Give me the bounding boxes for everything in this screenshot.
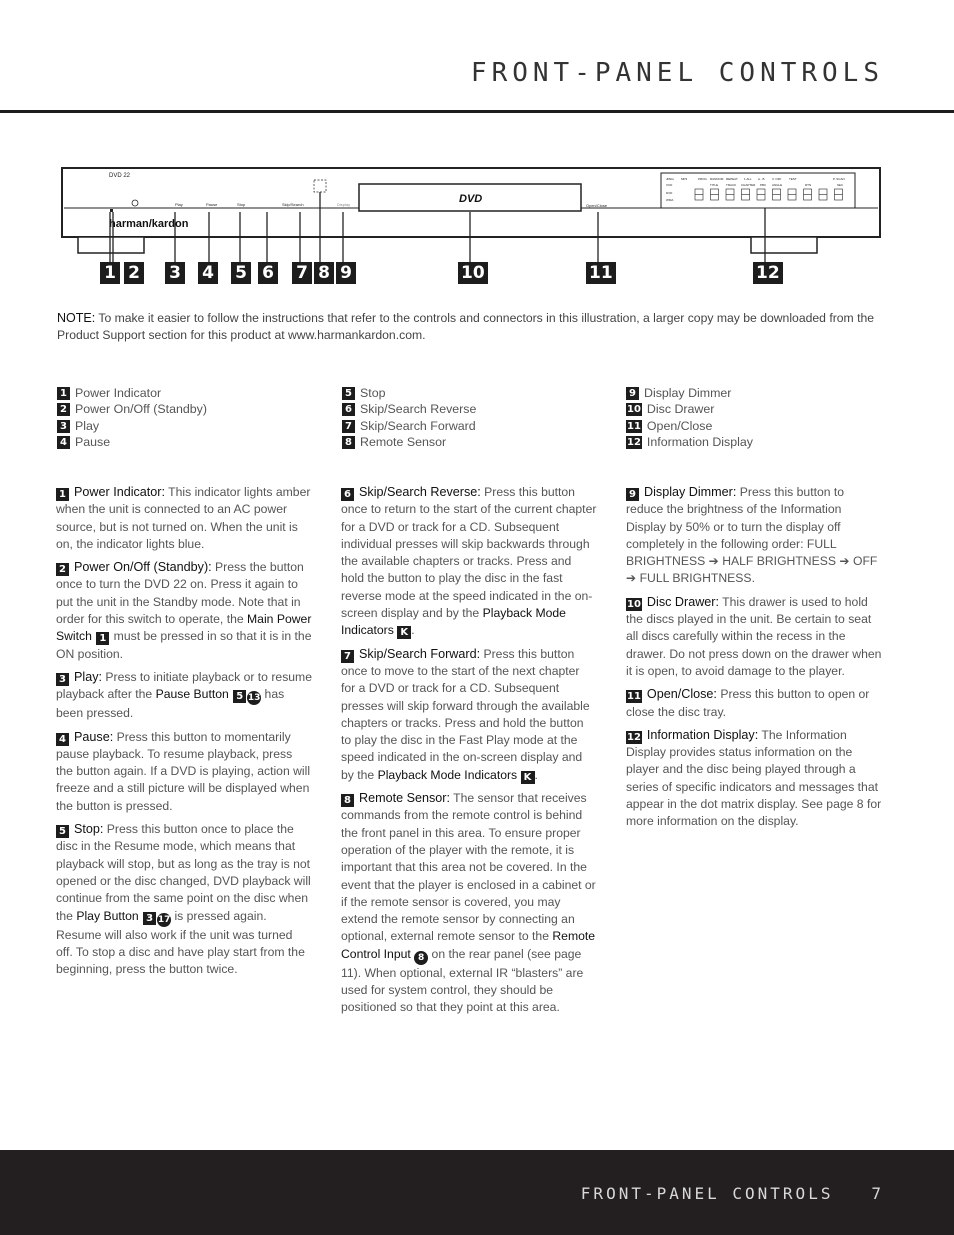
description-skip-forward: 7 Skip/Search Forward: Press this button once to move to the start of the next chapter for a DVD or track for a CD. Subsequent presses will skip forward through the available chapters or tracks. Press and hold the button to play the disc in the Fast Play mode at the speed indicated in the on-screen display and by the Playback Mode Indicators K .: [341, 646, 590, 783]
legend-label: Information Display: [646, 435, 753, 450]
svg-text:A - B: A - B: [758, 177, 765, 181]
svg-text:TRACK: TRACK: [726, 183, 737, 187]
pause-label: Pause: [206, 202, 218, 207]
legend-number: 8: [342, 436, 355, 449]
cross-reference: Main Power Switch: [56, 612, 312, 644]
legend-item: [626, 434, 886, 450]
callout-7: 7: [292, 262, 312, 284]
note-label: NOTE:: [57, 311, 96, 325]
svg-text:SEC: SEC: [837, 183, 844, 187]
svg-text:ANGLE: ANGLE: [772, 183, 783, 187]
footer-section-title: FRONT-PANEL CONTROLS: [580, 1184, 834, 1203]
description-open-close: [626, 686, 882, 721]
callout-12: 12: [753, 262, 783, 284]
callout-3: 3: [165, 262, 185, 284]
title-rule: [0, 110, 954, 113]
item-number: 10: [627, 598, 641, 610]
svg-text:VCD: VCD: [666, 183, 673, 187]
description-column-1: [56, 484, 312, 984]
item-number: 2: [56, 563, 69, 576]
reference-letter: K: [521, 771, 535, 784]
svg-text:1 ALL: 1 ALL: [744, 177, 752, 181]
item-term: Play:: [74, 669, 102, 684]
remote-reference-number: 17: [157, 914, 171, 925]
item-number: 5: [56, 825, 69, 838]
description-information-display: [626, 727, 882, 831]
item-term: Power Indicator:: [74, 485, 165, 499]
legend-item: [57, 418, 317, 434]
legend-number: 5: [342, 387, 355, 400]
open-close-label: Open/Close: [586, 203, 608, 208]
reference-number: 5: [233, 690, 246, 703]
callout-6: 6: [258, 262, 278, 284]
legend-label: Display Dimmer: [644, 386, 732, 400]
svg-text:CHAPTER: CHAPTER: [741, 183, 756, 187]
callout-11: 11: [586, 262, 616, 284]
brand-logo: harman/kardon: [109, 218, 189, 230]
item-term: Pause:: [74, 729, 114, 744]
reference-letter: K: [397, 626, 411, 639]
description-power-indicator: [56, 484, 312, 553]
legend-label: Disc Drawer: [646, 402, 715, 417]
legend-label: Pause: [75, 435, 111, 450]
page-number: 7: [871, 1184, 884, 1203]
svg-text:PBC: PBC: [760, 183, 767, 187]
callout-4: 4: [198, 262, 218, 284]
remote-reference-number: 13: [247, 693, 261, 704]
description-skip-reverse: 6 Skip/Search Reverse: Press this button once to return to the start of the current chapter for a DVD or track for a CD. Subsequent individual presses will skip backwards through the available chapters or tracks. Press and hold the button to play the disc in the fast reverse mode at the speed indicated in the on-screen display and by the Playback Mode Indicators K .: [341, 485, 597, 639]
item-number: 1: [56, 488, 69, 501]
legend-item: [342, 418, 602, 434]
item-number: 9: [626, 488, 639, 501]
legend-number: 9: [626, 387, 639, 400]
page-footer: [0, 1150, 954, 1235]
legend-label: Remote Sensor: [360, 435, 447, 450]
legend-column-1: [57, 385, 317, 451]
legend-number: 7: [342, 420, 355, 433]
download-note: [57, 310, 877, 344]
legend-item: [57, 434, 317, 450]
legend-label: Skip/Search Reverse: [360, 402, 477, 417]
callout-5: 5: [231, 262, 251, 284]
svg-text:DVD: DVD: [666, 191, 673, 195]
legend-column-2: [342, 385, 602, 451]
item-number: 4: [56, 733, 69, 746]
legend-number: 6: [342, 403, 355, 416]
skip-search-label: Skip/Search: [282, 202, 304, 207]
legend-item: [342, 385, 602, 401]
item-text: This drawer is used to hold the discs played in the unit. Be certain to seat all discs carefully within the recess in the drawer. Do not press down on the drawer when it is open, to avoid damage to the player.: [626, 594, 882, 678]
stop-label: Stop: [237, 202, 246, 207]
item-term: Power On/Off (Standby):: [74, 560, 212, 575]
legend-label: Skip/Search Forward: [360, 418, 476, 433]
callout-2: 2: [124, 262, 144, 284]
item-text: Press this button to reduce the brightness of the Information Display by 50% or to turn the display off completely in the following order: FULL BRIGHTNESS ➔ HALF BRIGHTNESS ➔ OFF ➔ FULL BRIGHTNESS.: [626, 485, 878, 586]
item-text: Press this button to open or close the disc tray.: [626, 687, 870, 719]
legend-item: [626, 385, 886, 401]
legend-number: 11: [627, 420, 641, 432]
legend-item: [626, 401, 886, 417]
svg-text:MP3: MP3: [681, 177, 688, 181]
item-number: 3: [56, 673, 69, 686]
svg-text:V. OFF: V. OFF: [772, 177, 782, 181]
item-term: Skip/Search Reverse:: [359, 485, 481, 499]
cross-reference: Playback Mode Indicators: [377, 767, 518, 782]
cross-reference: Playback Mode Indicators: [341, 606, 566, 638]
legend-number: 12: [627, 436, 641, 448]
dvd-logo: DVD: [459, 193, 483, 205]
callout-9: 9: [336, 262, 356, 284]
cross-reference: Pause Button: [155, 687, 229, 702]
description-stop: 5 Stop: Press this button once to place the disc in the Resume mode, which means that playback will stop, but as long as the tray is not opened or the disc changed, DVD playback will continue from the same point on the disc when the Play Button 3 17 is pressed again. Resume will also work if the unit was turned off. To stop a disc and have play start from the beginning, press the button twice.: [56, 822, 311, 977]
item-number: 12: [627, 731, 641, 743]
svg-text:RANDOM: RANDOM: [710, 177, 724, 181]
legend-number: 10: [627, 404, 641, 416]
legend-item: [57, 385, 317, 401]
item-term: Open/Close:: [646, 687, 717, 702]
legend-label: Power Indicator: [75, 386, 162, 400]
callout-8: 8: [314, 262, 334, 284]
item-term: Display Dimmer:: [644, 485, 737, 499]
callout-1: 1: [100, 262, 120, 284]
item-term: Stop:: [74, 822, 104, 837]
description-column-2: [341, 484, 597, 1023]
legend-item: [342, 434, 602, 450]
svg-text:PROG: PROG: [698, 177, 707, 181]
footer-running-head: [581, 1184, 884, 1203]
legend-item: [342, 401, 602, 417]
item-number: 7: [341, 650, 354, 663]
item-term: Skip/Search Forward:: [359, 646, 481, 661]
legend-label: Open/Close: [646, 418, 713, 433]
item-term: Remote Sensor:: [359, 791, 450, 806]
description-column-3: [626, 484, 882, 837]
item-text: This indicator lights amber when the unit is connected to an AC power source, but is not turned on. When the unit is on, the indicator lights blue.: [56, 485, 311, 551]
power-indicator: [110, 209, 113, 212]
svg-text:P. SCAN: P. SCAN: [833, 177, 845, 181]
legend-label: Power On/Off (Standby): [75, 402, 207, 417]
item-number: 6: [341, 488, 354, 501]
rear-panel-reference-number: 8: [414, 951, 428, 965]
legend-number: 4: [57, 436, 70, 449]
legend-label: Stop: [360, 386, 386, 400]
legend-item: [57, 401, 317, 417]
model-label: DVD 22: [109, 173, 131, 179]
display-label: Display: [337, 202, 351, 207]
item-term: Information Display:: [646, 727, 759, 742]
legend-number: 1: [57, 387, 70, 400]
item-text: Press this button to momentarily pause playback. To resume playback, press the button again. If a DVD is playing, action will freeze and a still picture will be displayed when the button is pressed.: [56, 729, 311, 813]
device-foot-left: [78, 237, 144, 253]
cross-reference: Play Button: [76, 908, 139, 923]
description-power-onoff: 2 Power On/Off (Standby): Press the button once to turn the DVD 22 on. Press it again to put the unit in the Standby mode. Note that in order for this switch to operate, the Main Power Switch 1 must be pressed in so that it is in the ON position.: [56, 560, 312, 661]
page-title: FRONT-PANEL CONTROLS: [470, 58, 884, 88]
item-term: Disc Drawer:: [646, 594, 719, 609]
device-foot-right: [751, 237, 817, 253]
legend-number: 2: [57, 403, 70, 416]
legend-item: [626, 418, 886, 434]
description-play: 3 Play: Press to initiate playback or to resume playback after the Pause Button 5 13 has been pressed.: [56, 669, 312, 721]
svg-text:RTN: RTN: [805, 183, 812, 187]
svg-text:JPEG: JPEG: [666, 177, 674, 181]
description-display-dimmer: [626, 484, 882, 588]
item-number: 11: [627, 691, 641, 703]
callout-10: 10: [458, 262, 488, 284]
legend-number: 3: [57, 420, 70, 433]
item-number: 8: [341, 794, 354, 807]
legend-column-3: [626, 385, 886, 451]
svg-text:TEST: TEST: [789, 177, 797, 181]
svg-text:WMA: WMA: [666, 198, 674, 202]
item-text: The Information Display provides status information on the player and the disc being played through a series of specific indicators and messages that appear in the dot matrix display. See page 8 for more information on the display.: [626, 727, 882, 829]
cross-reference: Remote Control Input: [341, 929, 596, 961]
description-disc-drawer: [626, 594, 882, 680]
legend-label: Play: [75, 418, 100, 433]
svg-text:REPEAT: REPEAT: [726, 177, 738, 181]
description-pause: [56, 729, 312, 815]
reference-number: 3: [143, 912, 156, 925]
play-label: Play: [175, 202, 183, 207]
description-remote-sensor: 8 Remote Sensor: The sensor that receives commands from the remote control is behind the front panel in this area. To ensure proper operation of the player with the remote, it is important that this area not be covered. In the event that the player is enclosed in a cabinet or if the remote sensor is covered, you may extend the remote sensor by connecting an optional, external remote sensor to the Remote Control Input 8 on the rear panel (see page 11). When optional, external IR “blasters” are used for system control, they should be positioned so that they point at this area.: [341, 791, 596, 1015]
note-text: To make it easier to follow the instructions that refer to the controls and connectors in this illustration, a larger copy may be downloaded from the Product Support section for this product at www.harmankardon.com.: [57, 311, 875, 342]
reference-number: 1: [96, 632, 109, 645]
svg-text:TITLE: TITLE: [710, 183, 719, 187]
